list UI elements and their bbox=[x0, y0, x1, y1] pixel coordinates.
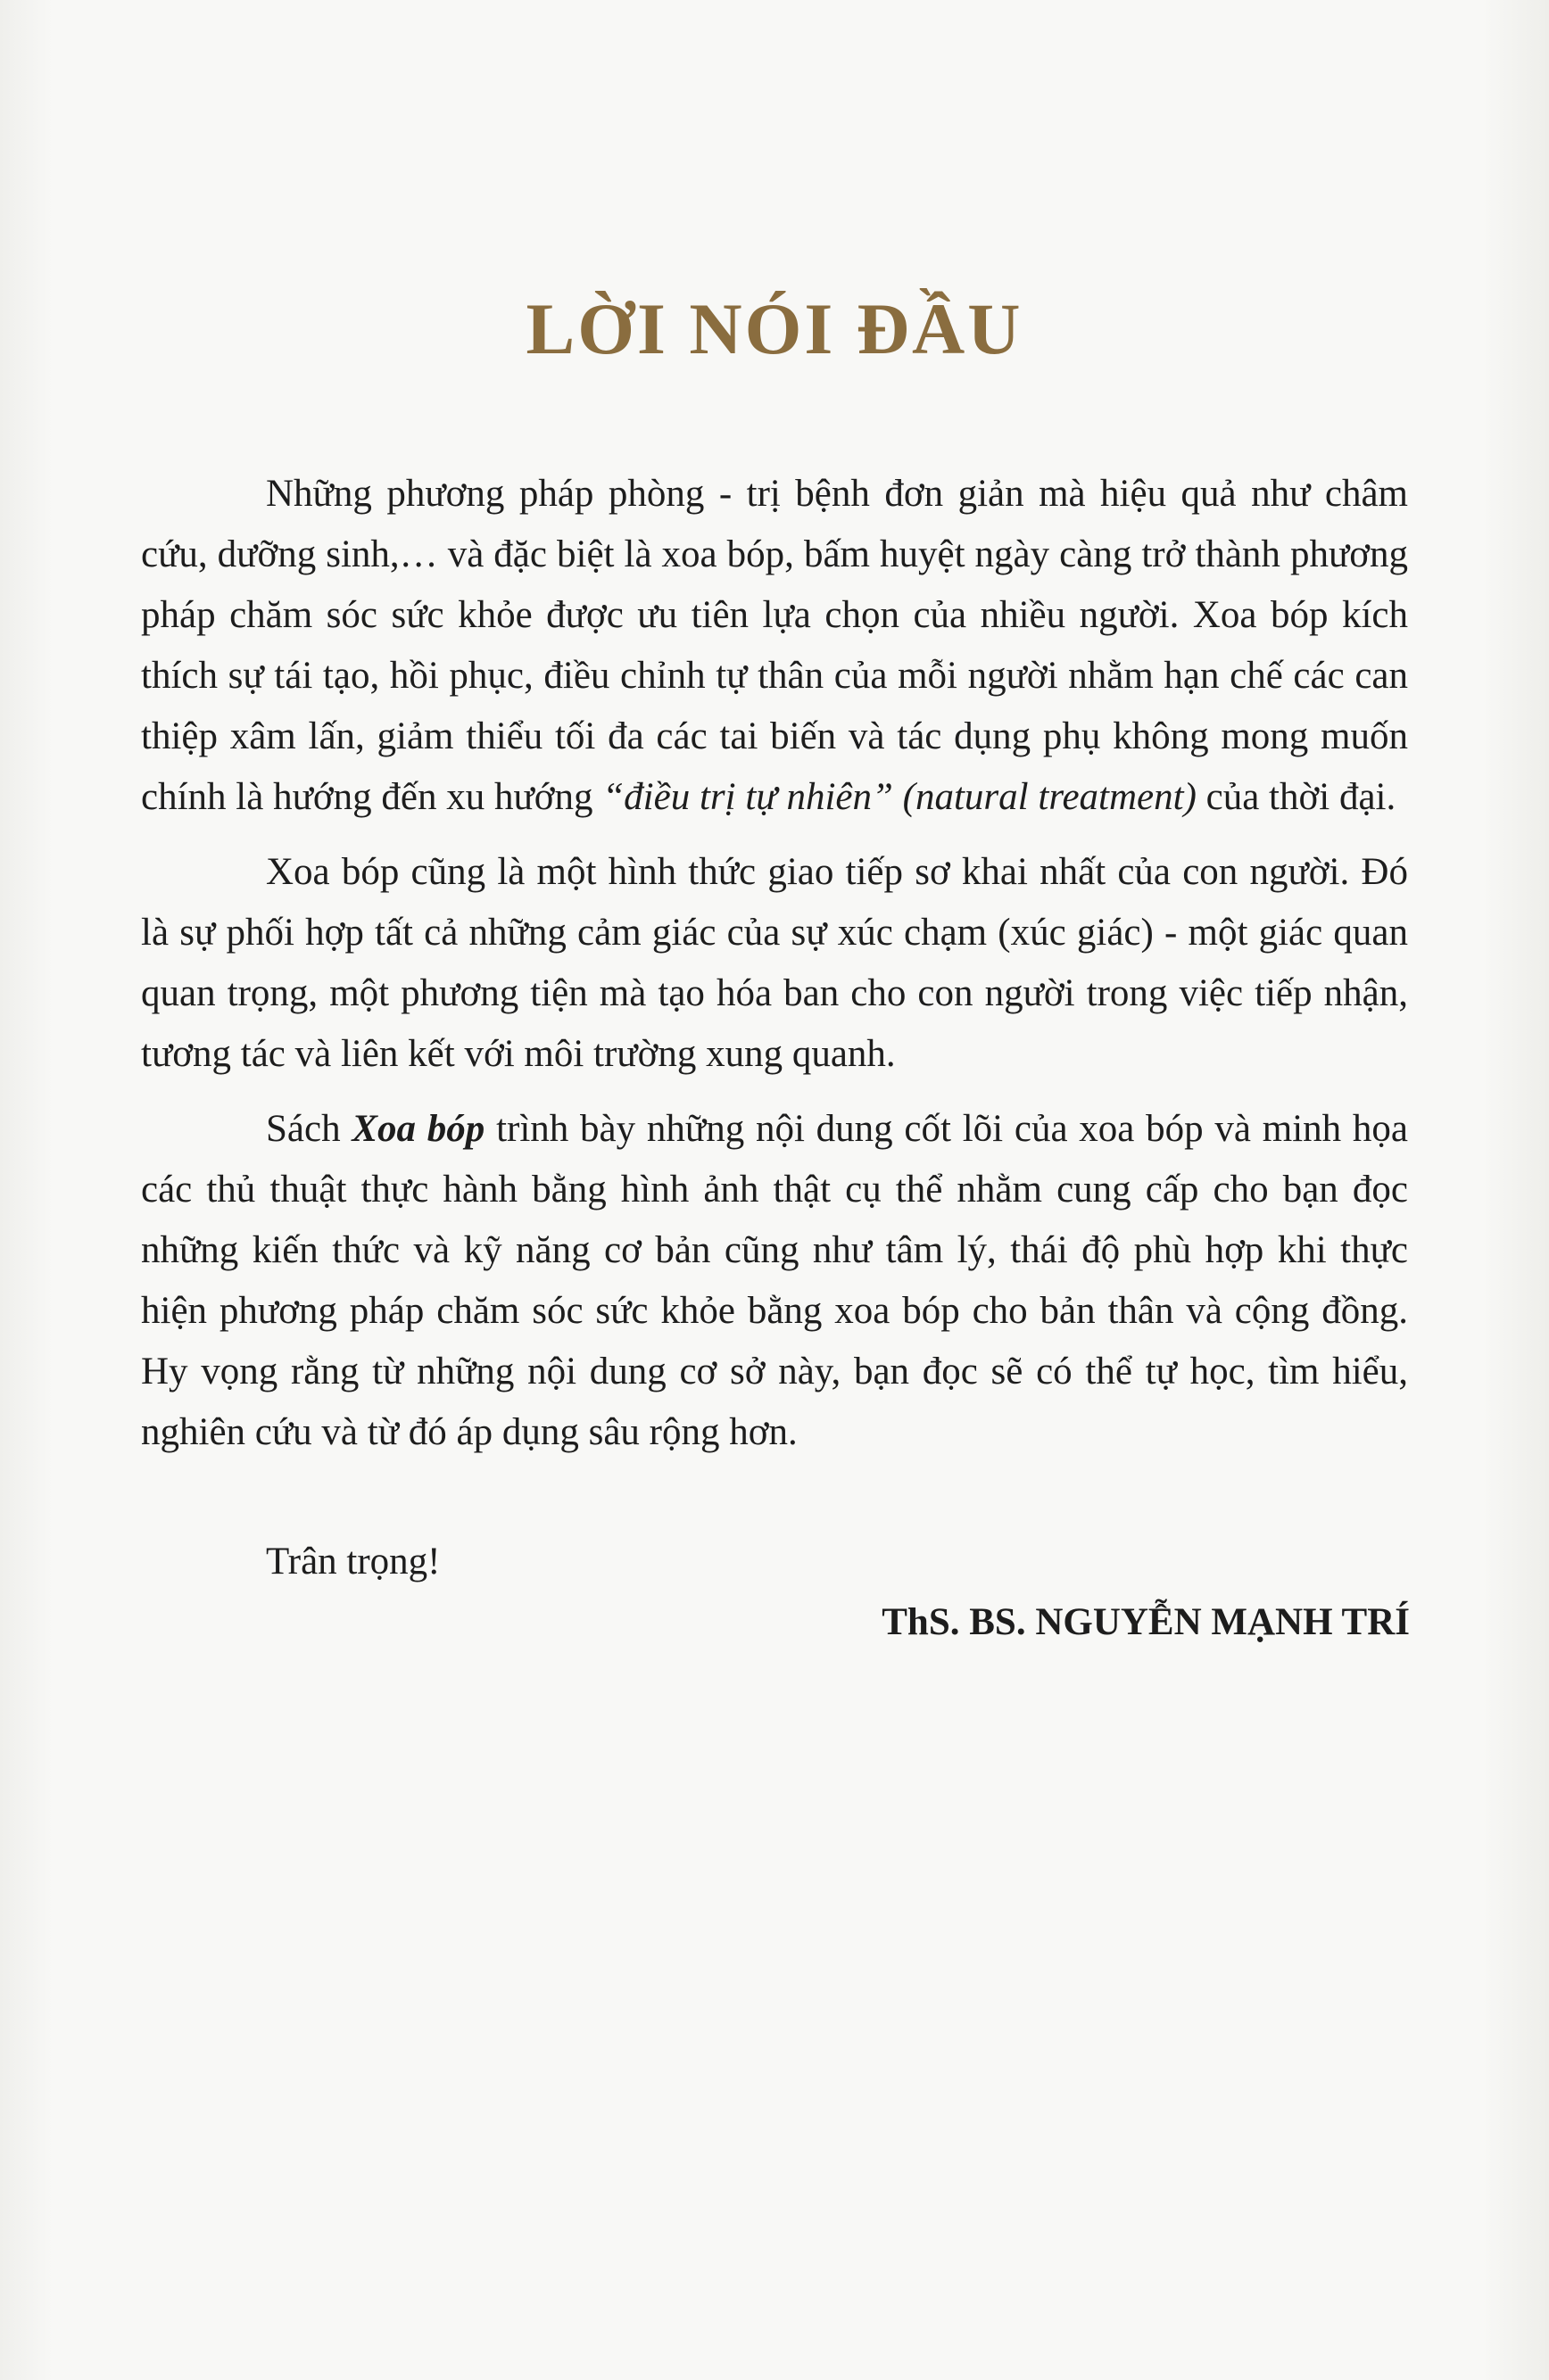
paragraph-2: Xoa bóp cũng là một hình thức giao tiếp sơ khai nhất của con người. Đó là sự phối hợp tất cả những cảm giác của sự xúc chạm (xúc giác) - một giác quan quan trọng, một phương tiện mà tạo hóa ban cho con người trong việc tiếp nhận, tương tác và liên kết với môi trường xung quanh. bbox=[141, 851, 1408, 1075]
author-signature: ThS. BS. NGUYỄN MẠNH TRÍ bbox=[882, 1601, 1410, 1643]
page-title: LỜI NÓI ĐẦU bbox=[526, 288, 1023, 369]
book-title: Xoa bóp bbox=[352, 1108, 485, 1150]
preface-body bbox=[141, 464, 1408, 1477]
paragraph-1-emphasis: “điều trị tự nhiên” (natural treatment) bbox=[602, 776, 1197, 818]
paragraph-3-text-a: Sách bbox=[266, 1108, 352, 1150]
paragraph-3-text-b: trình bày những nội dung cốt lõi của xoa bóp và minh họa các thủ thuật thực hành bằng hình ảnh thật cụ thể nhằm cung cấp cho bạn đọc những kiến thức và kỹ năng cơ bản cũng như tâm lý, thái độ phù hợp khi thực hiện phương pháp chăm sóc sức khỏe bằng xoa bóp cho bản thân và cộng đồng. Hy vọng rằng từ những nội dung cơ sở này, bạn đọc sẽ có thể tự học, tìm hiểu, nghiên cứu và từ đó áp dụng sâu rộng hơn. bbox=[141, 1108, 1408, 1453]
paragraph-1 bbox=[141, 464, 1408, 828]
closing-line: Trân trọng! bbox=[266, 1541, 441, 1583]
paragraph-1-text-b: của thời đại. bbox=[1196, 776, 1396, 818]
paragraph-3 bbox=[141, 1099, 1408, 1463]
paragraph-1-text-a: Những phương pháp phòng - trị bệnh đơn giản mà hiệu quả như châm cứu, dưỡng sinh,… và đặc biệt là xoa bóp, bấm huyệt ngày càng trở thành phương pháp chăm sóc sức khỏe được ưu tiên lựa chọn của nhiều người. Xoa bóp kích thích sự tái tạo, hồi phục, điều chỉnh tự thân của mỗi người nhằm hạn chế các can thiệp xâm lấn, giảm thiểu tối đa các tai biến và tác dụng phụ không mong muốn chính là hướng đến xu hướng bbox=[141, 473, 1408, 818]
